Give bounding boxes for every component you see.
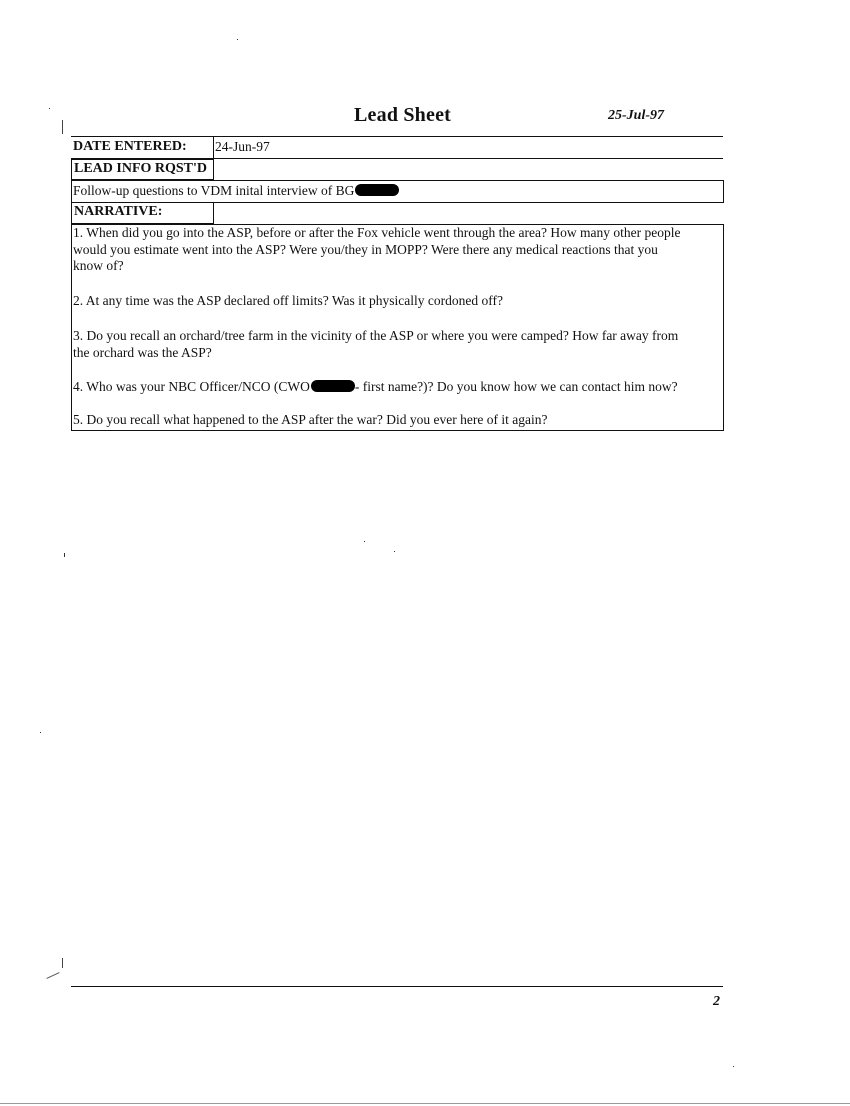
question-4-part-1: 4. Who was your NBC Officer/NCO (CWO (73, 379, 310, 394)
document-title: Lead Sheet (354, 104, 451, 126)
footer-rule (71, 986, 723, 987)
scan-mark (46, 972, 59, 979)
scan-speck (364, 541, 365, 542)
header-date: 25-Jul-97 (608, 108, 664, 123)
question-5: 5. Do you recall what happened to the ASP after the war? Did you ever here of it again? (73, 412, 548, 427)
question-1-line-2: would you estimate went into the ASP? Were you/they in MOPP? Were there any medical reactions that you (73, 241, 658, 257)
question-3 (73, 328, 721, 361)
question-3-line-1: 3. Do you recall an orchard/tree farm in the vicinity of the ASP or where you were camped? How far away from (73, 328, 679, 343)
narrative-rule (214, 202, 724, 203)
page-number: 2 (713, 994, 720, 1009)
lead-info-text (73, 183, 399, 199)
scan-speck (40, 732, 41, 733)
question-4 (73, 379, 721, 396)
scan-speck (49, 108, 50, 109)
question-4-part-2: - first name?)? Do you know how we can contact him now? (354, 379, 678, 394)
narrative-label: NARRATIVE: (74, 204, 163, 219)
narrative-box (71, 224, 724, 431)
question-1 (73, 225, 721, 275)
date-entered-value: 24-Jun-97 (215, 139, 270, 154)
question-1-line-3: know of? (73, 258, 124, 273)
scan-speck (394, 551, 395, 552)
scan-mark (62, 958, 63, 968)
date-entered-label: DATE ENTERED: (73, 139, 187, 154)
scan-speck (237, 39, 238, 40)
scan-speck (733, 1066, 734, 1067)
scan-edge (0, 1103, 850, 1104)
date-entered-divider (213, 137, 214, 158)
question-3-line-2: the orchard was the ASP? (73, 344, 212, 360)
question-2: 2. At any time was the ASP declared off limits? Was it physically cordoned off? (73, 293, 503, 308)
question-1-line-1: 1. When did you go into the ASP, before or after the Fox vehicle went through the area? How many other people (73, 225, 681, 240)
redaction-mark (311, 380, 355, 392)
scan-mark (62, 120, 65, 134)
scan-speck (64, 553, 65, 557)
redaction-mark (355, 184, 399, 196)
header-rule (71, 136, 723, 137)
lead-info-label: LEAD INFO RQST'D (74, 161, 208, 176)
lead-info-value: Follow-up questions to VDM inital interview of BG (73, 183, 355, 198)
